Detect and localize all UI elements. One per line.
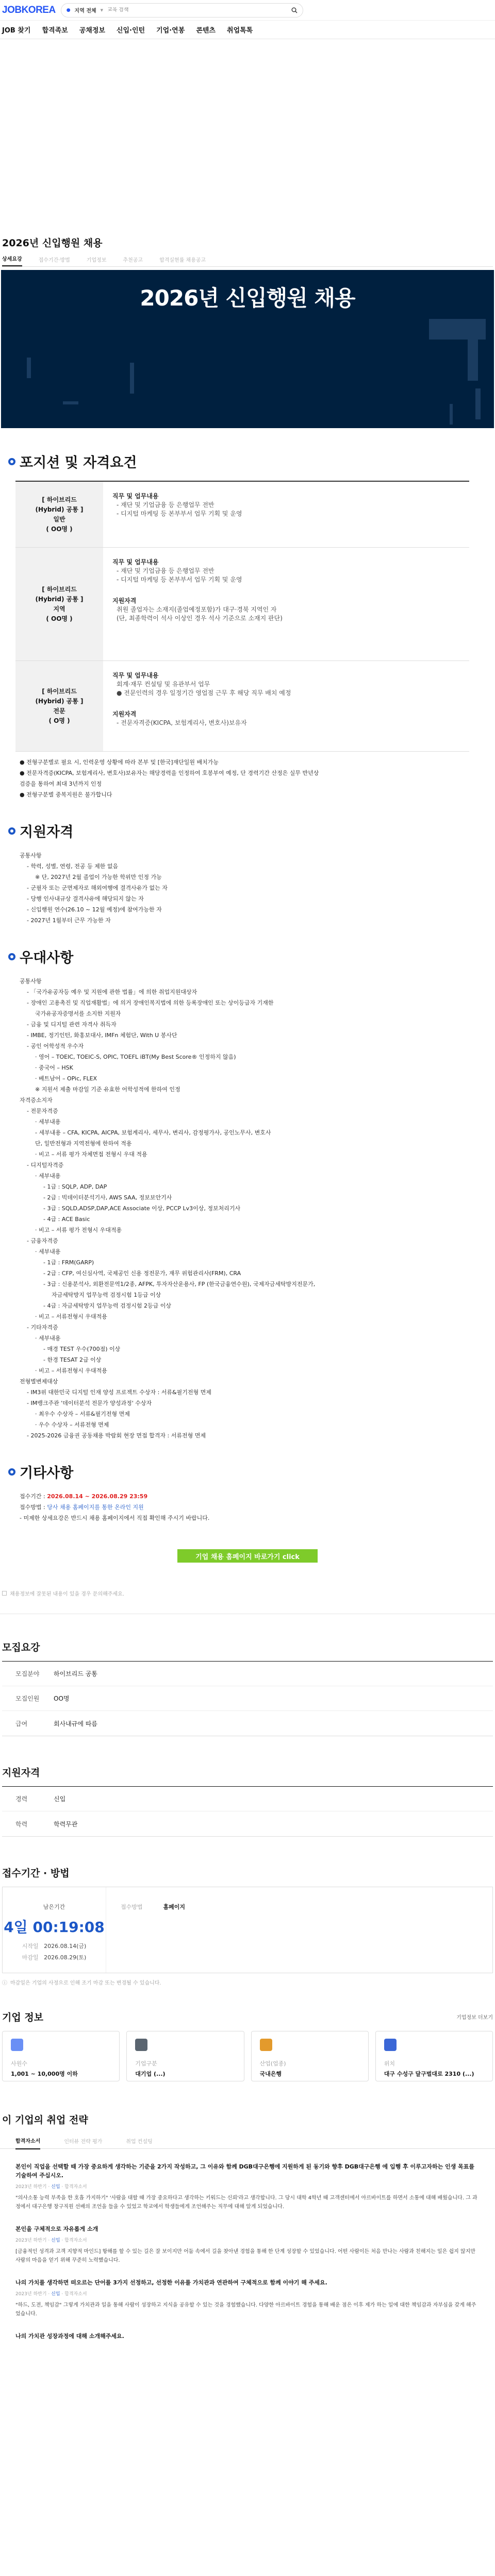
positions-section: [0, 451, 495, 800]
list-item: ※ 단, 2027년 2월 졸업이 가능한 학위만 인정 가능: [35, 874, 162, 880]
recruit-info-table: [2, 1661, 493, 1736]
location-pin-icon: ●: [66, 7, 71, 13]
list-item: - 디지털자격증: [27, 1162, 64, 1168]
checkbox-icon[interactable]: [2, 1591, 7, 1596]
nav-newbie-intern[interactable]: 신입·인턴: [116, 27, 145, 35]
period-box: [2, 1887, 493, 1973]
info-row: 경력 신입: [2, 1787, 493, 1811]
section-bullet-icon: [8, 953, 15, 960]
preference-section: [0, 946, 495, 1441]
position-name: [ 하이브리드 (Hybrid) 공통 ] 지역 ( OO명 ): [15, 548, 103, 660]
apply-method: 당사 채용 홈페이지를 통한 온라인 지원: [47, 1504, 144, 1511]
positions-notes: ● 전형구분별로 필요 시, 인력운영 상황에 따라 본부 및 [한국]재단일원 배치가능 ● 전문자격증(KICPA, 보험계리사, 변호사)보유자는 해당경력을 인정하여 호봉부여 예정, 단 경력기간 산정은 실무 반년상 검증을 통하여 최대 3년까지 인정 ● 전형구분별 중복지원은 불가합니다: [20, 759, 319, 798]
hero-banner: [1, 270, 494, 428]
positions-heading: 포지션 및 자격요건: [8, 451, 495, 471]
list-item: - 공인 어학성적 우수자: [27, 1043, 84, 1049]
position-detail: 직무 및 업무내용 회계·재무 컨설팅 및 유관부서 업무 ● 전문인력의 경우 일정기간 영업점 근무 후 해당 직무 배치 예정 지원자격 - 전문자격증(KICPA, 보험계리사, 변호사)보유자: [112, 672, 291, 726]
countdown: 4일 00:19:08: [4, 1919, 105, 1936]
hero-decoration: [475, 388, 481, 419]
list-item: · 중국어 – HSK: [35, 1064, 73, 1071]
positions-table: [15, 481, 469, 752]
tab-pass-rate[interactable]: 합격실현률 채용공고: [159, 258, 206, 263]
hero-decoration: [450, 404, 453, 425]
method-panel: 접수방법 홈페이지: [106, 1887, 492, 1973]
review-item[interactable]: 본인이 직업을 선택할 때 가장 중요하게 생각하는 기준을 2가지 작성하고, 그 이유와 함께 DGB대구은행에 지원하게 된 동기와 향후 DGB대구은행 에 입행 후 이루고자하는 인생 목표를 기술하여 주십시오. 2023년 하반기 · 신입 · 합격자소서 "의사소통 능력 부족을 한 호흡 가지하기" '사람을 대할 때 가장 중요하다고 생각하는 키워드는 신뢰'라고 생각합니다. 그 당시 대학 4학년 때 고객센터에서 아르바이트를 하면서 소통에 대해 배웠습니다. 그 과정에서 대구은행 창구직원 선배의 조언을 들을 수 있었고 학교에서 학생들에게 조언해주는 직무에 대해 알게 되었습니다.: [15, 2163, 477, 2210]
list-item: - IM3위 대한민국 디지털 인재 양성 프로젝트 수상자 : 서류&필기전형 면제: [27, 1389, 211, 1396]
company-card: 위치 대구 수성구 달구벌대로 2310 (...): [375, 2031, 493, 2081]
top-bar: [0, 0, 495, 21]
tab-recommend[interactable]: 추천공고: [123, 258, 143, 263]
info-row: 모집분야 하이브리드 공통: [2, 1662, 493, 1686]
review-item[interactable]: 본인을 구체적으로 자유롭게 소개 2023년 하반기 · 신입 · 합격자소서 [금융적인 성격과 고객 지향적 마인드] 항해를 할 수 있는 길은 잘 보이지만 어둠 속에서 길을 찾아낸 경험을 통해 한 단계 성장할 수 있었습니다. 어떤 사람이든 처음 만나는 사람과 친해지는 일은 쉽지 않지만 사람의 마음을 얻기 위해 꾸준히 노력했습니다.: [15, 2226, 475, 2263]
list-item: · 영어 – TOEIC, TOEIC-S, OPIC, TOEFL iBT(My Best Score® 인정하지 않음): [35, 1054, 236, 1060]
report-note: 채용정보에 잘못된 내용이 있을 경우 문의해주세요.: [0, 1589, 495, 1597]
company-info-heading: 기업 정보: [2, 2012, 44, 2023]
end-date: 2026.08.29(토): [44, 1954, 87, 1961]
nav-contents[interactable]: 콘텐츠: [196, 27, 216, 35]
review-item[interactable]: 나의 가치관 성장과정에 대해 소개해주세요.: [15, 2333, 124, 2340]
position-row: [15, 548, 469, 661]
start-date: 2026.08.14(금): [44, 1943, 87, 1950]
list-item: 자금세탁방지 업무능력 검정시험 1등급 이상: [52, 1292, 161, 1298]
review-list: [0, 2162, 495, 2341]
hero-title: 2026년 신입행원 채용: [140, 285, 355, 311]
tab-detail[interactable]: 상세요강: [2, 255, 22, 266]
tab-interview[interactable]: 인터뷰 전략 평가: [64, 2139, 103, 2145]
company-info-block: [0, 2010, 495, 2081]
list-item: - 4급 : 자금세탁방지 업무능력 검정시험 2등급 이상: [43, 1302, 172, 1309]
list-item: · 비고 – 서류 평가 전형시 우대적용: [35, 1227, 122, 1233]
list-item: · 비고 – 서류전형시 우대적용: [35, 1313, 107, 1320]
apply-period: 2026.08.14 ~ 2026.08.29 23:59: [47, 1493, 148, 1500]
eligibility-box-heading: 지원자격: [2, 1767, 40, 1778]
list-item: - 2025-2026 금융권 공동채용 박람회 현장 면접 합격자 : 서류전형 면제: [27, 1432, 206, 1439]
chevron-down-icon: ▼: [100, 8, 104, 12]
period-block: [0, 1866, 495, 1986]
eligibility-table: [2, 1786, 493, 1837]
position-row: [15, 661, 469, 752]
position-name: [ 하이브리드 (Hybrid) 공통 ] 일반 ( OO명 ): [15, 482, 103, 547]
list-item: - 4급 : ACE Basic: [43, 1216, 90, 1223]
review-item[interactable]: 나의 가치를 생각하면 떠오르는 단어를 3가지 선정하고, 선정한 이유를 가치관과 연관하여 구체적으로 함께 이야기 해 주세요. 2023년 하반기 · 신입 · 합격자소서 "하드, 도전, 책임감" 그렇게 가치관과 일을 통해 사람이 성장하고 지식을 공유할 수 있는 것을 경험했습니다. 다양한 아르바이트 경험을 통해 배운 점은 이후 제가 하는 일에 대한 책임감과 자부심을 갖게 해주었습니다.: [15, 2279, 476, 2317]
list-item: - 신입행원 연수(26.10 ~ 12월 예정)에 참여가능한 자: [27, 906, 162, 913]
company-card: 사원수 1,001 ~ 10,000명 이하: [2, 2031, 120, 2081]
list-item: · 세부내용: [35, 1118, 61, 1125]
other-details: 접수기간 : 2026.08.14 ~ 2026.08.29 23:59 접수방법 : 당사 채용 홈페이지를 통한 온라인 지원 - 미제한 상세요강은 반드시 채용 홈페이지에서 직접 확인해 주시기 바랍니다.: [20, 1493, 210, 1521]
period-note: ⓘ 마감일은 기업의 사정으로 인해 조기 마감 또는 변경될 수 있습니다.: [0, 1978, 495, 1986]
eligibility-section: [0, 821, 495, 926]
eligibility-block: [0, 1765, 495, 1837]
list-item: - 학력, 성별, 연령, 전공 등 제한 없음: [27, 863, 119, 870]
tab-consulting[interactable]: 취업 컨설팅: [126, 2139, 153, 2145]
map-pin-icon: [384, 2039, 397, 2051]
period-heading: 접수기간 · 방법: [2, 1868, 70, 1879]
section-bullet-icon: [8, 1468, 15, 1476]
preference-list: [20, 976, 495, 1441]
list-item: - 매경 TEST 우수(700점) 이상: [43, 1346, 121, 1352]
list-item: - 당행 인사내규상 결격사유에 해당되지 않는 자: [27, 895, 144, 902]
strategy-heading: 이 기업의 취업 전략: [2, 2114, 88, 2126]
info-row: 급여 회사내규에 따름: [15, 1720, 97, 1727]
position-row: [15, 482, 469, 548]
briefcase-icon: [260, 2039, 272, 2051]
list-item: 공통사항: [20, 978, 42, 985]
list-item: - 「국가유공자등 예우 및 지원에 관한 법률」에 의한 취업지원대상자: [27, 989, 197, 995]
page-title: 2026년 신입행원 채용: [2, 237, 103, 249]
hero-decoration: [130, 363, 134, 394]
position-name: [ 하이브리드 (Hybrid) 공통 ] 전문 ( O명 ): [15, 661, 103, 751]
list-item: - 1급 : FRM(GARP): [43, 1259, 94, 1266]
hero-decoration: [63, 401, 78, 404]
list-item: - IM뱅크주관 '데이터분석 전문가 양성과정' 수상자: [27, 1400, 152, 1406]
company-more-link[interactable]: 기업정보 더보기: [456, 2015, 493, 2021]
list-item: 공통사항: [20, 852, 42, 859]
detail-tabs: [2, 253, 493, 267]
location-chip[interactable]: 지역 전체: [74, 8, 96, 14]
search-icon[interactable]: [291, 7, 298, 13]
nav-recruit-info[interactable]: 공채정보: [79, 27, 105, 35]
company-card: 산업(업종) 국내은행: [251, 2031, 369, 2081]
list-item: 국가유공자증명서를 소지한 지원자: [35, 1010, 121, 1017]
tab-essay[interactable]: 합격자소서: [15, 2132, 40, 2149]
company-cards: [0, 2031, 495, 2081]
list-item: - 금융 및 디지털 관련 자격사 취득자: [27, 1021, 117, 1028]
hero-decoration: [27, 358, 31, 378]
list-item: - 1급 : SQLP, ADP, DAP: [43, 1183, 107, 1190]
list-item: - 3급 : 신용분석사, 외환전문역1/2종, AFPK, 투자자산운용사, FP (한국금융연수원), 국제자금세탁방지전문가,: [43, 1281, 316, 1287]
main-nav: [0, 21, 495, 39]
list-item: ※ 지원서 제출 마감일 기준 유효한 어학성적에 한하여 인정: [35, 1086, 180, 1093]
list-item: - 군필자 또는 군면제자로 해외여행에 결격사유가 없는 자: [27, 885, 168, 891]
list-item: · 비고 – 서류전형시 우대적용: [35, 1367, 107, 1374]
company-card: 기업구분 대기업 (...): [126, 2031, 244, 2081]
info-row: 모집인원 OO명: [2, 1686, 493, 1711]
jobkorea-logo[interactable]: JOBKOREA: [2, 4, 56, 15]
company-homepage-button[interactable]: 기업 채용 홈페이지 바로가기 click: [177, 1549, 318, 1563]
countdown-panel: 남은기간 4일 00:19:08 시작일 2026.08.14(금) 마감일 2026.08.29(토): [4, 1904, 105, 1961]
recruit-info-heading: 모집요강: [2, 1642, 40, 1653]
list-item: 자격증소지자: [20, 1097, 53, 1104]
position-detail: 직무 및 업무내용 - 재단 및 기업금융 등 은행업무 전반 - 디지털 마케팅 등 본부부서 업무 기획 및 운영: [112, 493, 242, 517]
list-item: - 2급 : 빅데이터분석기사, AWS SAA, 정보보안기사: [43, 1194, 172, 1201]
tab-period[interactable]: 접수기간·방법: [38, 258, 70, 263]
list-item: - 세부내용 – CFA, KICPA, AICPA, 보험계리사, 세무사, 변리사, 감정평가사, 공인노무사, 변호사: [35, 1129, 271, 1136]
list-item: - 장애인 고용촉진 및 직업재활법」에 의거 장애인복지법에 의한 등록장애인 또는 상이등급자 기재한: [27, 999, 274, 1006]
search-box[interactable]: [61, 3, 303, 18]
list-item: - 기타자격증: [27, 1324, 58, 1331]
people-icon: [11, 2039, 23, 2051]
preference-heading: 우대사항: [8, 946, 495, 967]
strategy-block: [0, 2112, 495, 2341]
list-item: 전형별변제대상: [20, 1378, 58, 1385]
list-item: · 세부내용: [35, 1173, 61, 1179]
section-bullet-icon: [8, 827, 15, 835]
other-heading: 기타사항: [8, 1462, 495, 1482]
list-item: · 최우수 수상자 – 서류&필기전형 면제: [35, 1411, 130, 1417]
section-bullet-icon: [8, 458, 15, 465]
list-item: - 한경 TESAT 2급 이상: [43, 1357, 102, 1363]
hero-decoration: [468, 332, 478, 381]
list-item: - IMBE, 정기인턴, 화홍보대사, IMFn 체험단, With U 봉사단: [27, 1032, 177, 1039]
building-icon: [135, 2039, 147, 2051]
apply-method-value: 홈페이지: [163, 1904, 186, 1910]
list-item: 단, 일반전형과 지역전형에 한하여 적용: [35, 1140, 132, 1147]
list-item: · 세부내용: [35, 1335, 61, 1342]
list-item: - 3급 : SQLD,ADSP,DAP,ACE Associate 이상, PCCP Lv3이상, 정보처리기사: [43, 1205, 241, 1212]
search-input[interactable]: [107, 7, 287, 13]
info-icon: ⓘ: [2, 1980, 7, 1986]
nav-job-search[interactable]: JOB 찾기: [2, 27, 31, 35]
list-item: · 베트남어 – OPic, FLEX: [35, 1075, 97, 1082]
position-detail: 직무 및 업무내용 - 재단 및 기업금융 등 은행업무 전반 - 디지털 마케팅 등 본부부서 업무 기획 및 운영 지원자격 취원 졸업자는 소재지(졸업예정포함)가 대구·경북 지역인 자 (단, 최종학력이 석사 이상인 경우 석사 기준으로 소재지 판단): [112, 558, 283, 622]
eligibility-list: [20, 850, 495, 926]
nav-company-salary[interactable]: 기업·연봉: [156, 27, 185, 35]
list-item: · 비고 – 서류 평가 자체면접 전형시 우대 적용: [35, 1151, 147, 1158]
nav-pass-guide[interactable]: 합격족보: [42, 27, 68, 35]
other-section: [0, 1462, 495, 1523]
strategy-tabs: [0, 2133, 495, 2149]
nav-talk[interactable]: 취업톡톡: [226, 27, 253, 35]
list-item: · 세부내용: [35, 1248, 61, 1255]
list-item: - 전문자격증: [27, 1108, 58, 1114]
list-item: - 2급 : CFP, 여신심사역, 국제공인 신용 정전문가, 재무 위험관리사(FRM), CRA: [43, 1270, 241, 1277]
list-item: - 2027년 1월부터 근무 가능한 자: [27, 917, 111, 924]
recruit-info-block: [0, 1640, 495, 1736]
tab-company[interactable]: 기업정보: [86, 258, 107, 263]
list-item: - 금융자격증: [27, 1238, 58, 1244]
eligibility-heading: 지원자격: [8, 821, 495, 841]
list-item: · 우수 수상자 – 서류전형 면제: [35, 1421, 109, 1428]
info-row: 학력 학력무관: [15, 1820, 78, 1828]
